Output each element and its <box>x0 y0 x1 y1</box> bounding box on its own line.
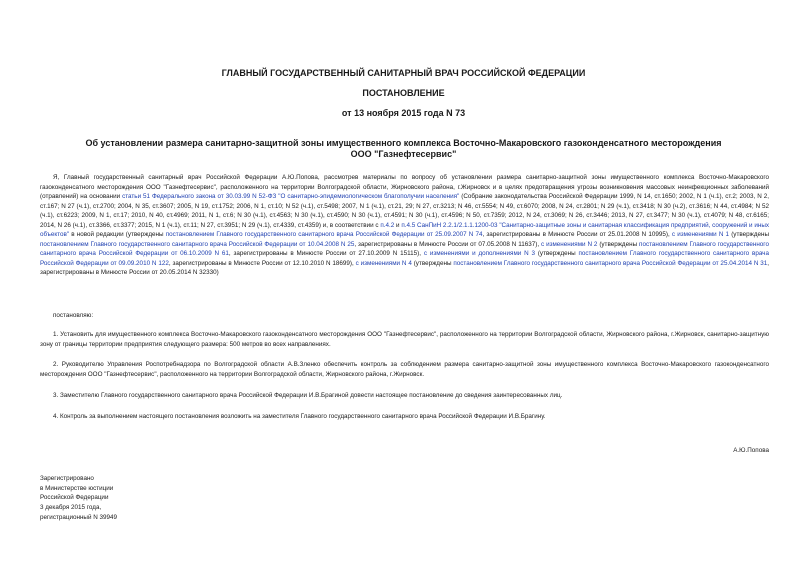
preamble-text: (утверждены <box>729 231 770 238</box>
registration-line: Зарегистрировано <box>40 475 94 482</box>
preamble-text: (утверждены <box>411 259 454 267</box>
preamble <box>40 173 769 278</box>
amendments-3-link[interactable]: с изменениями и дополнениями N 3 <box>423 250 535 257</box>
item-3 <box>40 391 769 401</box>
clause-4-2-link[interactable]: п.4.2 <box>380 221 395 229</box>
preamble-text: и <box>394 221 402 229</box>
document-type: ПОСТАНОВЛЕНИЕ <box>362 88 445 98</box>
registration-line: в Министерстве юстиции <box>40 484 114 492</box>
item-2-text: 2. Руководителю Управления Роспотребнадзора по Волгоградской области А.В.Зленко обеспечить контроль за соблюдением размера санитарно-защитной зоны имущественного комплекса Восточно-Макаровского газоконденсатного месторождения ООО "Газнефтесервис", расположенного на территории Волгоградской области, Жирновского района, г.Жирновск. <box>40 361 769 378</box>
signature: А.Ю.Попова <box>733 447 769 454</box>
registration-line: регистрационный N 39949 <box>40 513 118 521</box>
item-1 <box>40 330 769 349</box>
registration-block <box>40 474 117 523</box>
item-4 <box>40 412 769 422</box>
item-2 <box>40 360 769 379</box>
resolution-122-link[interactable]: постановлением Главного государственного санитарного врача Российской Федерации от 09.09.2010 N 122 <box>40 250 769 267</box>
amendments-4-link[interactable]: с изменениями N 4 <box>355 259 412 267</box>
sanpin-link[interactable]: п.4.5 СанПиН 2.2.1/2.1.1.1200-03 "Санитарно-защитные зоны и санитарная классификация предприятий, сооружений и иных объектов" <box>40 221 769 238</box>
resolution-25-link[interactable]: постановлением Главного государственного санитарного врача Российской Федерации от 10.04.2008 N 25 <box>40 240 355 248</box>
item-3-text: 3. Заместителю Главного государственного санитарного врача Российской Федерации И.В.Брагиной довести настоящее постановление до сведения заинтересованных лиц. <box>53 392 563 399</box>
issuing-authority: ГЛАВНЫЙ ГОСУДАРСТВЕННЫЙ САНИТАРНЫЙ ВРАЧ РОССИЙСКОЙ ФЕДЕРАЦИИ <box>221 68 586 78</box>
preamble-text: (Собрание законодательства Российской Федерации 1999, N 14, ст.1650; 2002, N 1 (ч.1), ст.2; 2003, N 2, ст.167; N 27 (ч.1), ст.2700; 2004, N 35, ст.3607; 2005, N 19, ст.1752; 2006, N 1, ст.10; N 52 (ч.1), ст.5498; 2007, N 1 (ч.1), ст.21, 29; N 27, ст.3213; N 46, ст.5554; N 49, ст.6070; 2008, N 24, ст.2801; N 29 (ч.1), ст.3418; N 30 (ч.2), ст.3616; N 44, ст.4984; N 52 (ч.1), ст.6223; 2009, N 1, ст.17; 2010, N 40, ст.4969; 2011, N 1, ст.6; N 30 (ч.1), ст.4563; N 30 (ч.1), ст.4590; N 30 (ч.1), ст.4591; N 30 (ч.1), ст.4596; N 50, ст.7359; 2012, N 24, ст.3069; N 26, ст.3446; 2013, N 27, ст.3477; N 30 (ч.1), ст.4079; N 48, ст.6165; 2014, N 26 (ч.1), ст.3366, ст.3377; 2015, N 1 (ч.1), ст.11; N 27, ст.3951; N 29 (ч.1), ст.4339, ст.4359) и, в соответствии с <box>40 193 769 229</box>
preamble-text: Я, Главный государственный санитарный врач Российской Федерации А.Ю.Попова, рассмотрев материалы по вопросу об установлении размера санитарно-защитной зоны имущественного комплекса Восточно-Макаровского газоконденсатного месторождения ООО "Газнефтесервис", расположенного на территории Волгоградской области, Жирновского района, г.Жирновск и в целях предотвращения угрозы возникновения массовых неинфекционных заболеваний (отравлений) на основании <box>40 174 769 200</box>
item-4-text: 4. Контроль за выполнением настоящего постановления возложить на заместителя Главного государственного санитарного врача Российской Федерации И.В.Брагину. <box>53 413 546 420</box>
preamble-paragraph <box>40 173 769 278</box>
document-title: Об установлении размера санитарно-защитной зоны имущественного комплекса Восточно-Макаровского газоконденсатного месторождения ООО "Газнефтесервис" <box>85 138 722 159</box>
resolve-line <box>40 311 769 321</box>
resolve-text: постановляю: <box>53 312 94 319</box>
preamble-text: , зарегистрированы в Минюсте России от 07.05.2008 N 11637), <box>354 240 542 248</box>
preamble-text: , зарегистрированы в Минюсте России от 27.10.2009 N 15115), <box>228 250 424 257</box>
resolution-74-link[interactable]: постановлением Главного государственного санитарного врача Российской Федерации от 25.09.2007 N 74 <box>165 231 483 238</box>
amendments-1-link[interactable]: с изменениями N 1 <box>671 231 730 238</box>
registration-line: Российской Федерации <box>40 494 109 502</box>
law-51-link[interactable]: статьи 51 Федерального закона от 30.03.99 N 52-ФЗ "О санитарно-эпидемиологическом благополучии населения" <box>122 193 460 200</box>
item-1-text: 1. Установить для имущественного комплекса Восточно-Макаровского газоконденсатного месторождения ООО "Газнефтесервис", расположенного на территории Волгоградской области, Жирновского района, г.Жирновск, санитарно-защитную зону от границы территории предприятия следующего размера: 500 метров во всех направлениях. <box>40 331 769 348</box>
preamble-text: (утверждены <box>535 250 579 257</box>
preamble-text: , зарегистрированы в Минюсте России от 20.05.2014 N 32330) <box>40 259 769 276</box>
preamble-text: в новой редакции (утверждены <box>69 231 166 238</box>
preamble-text: (утверждены <box>597 240 640 248</box>
amendments-2-link[interactable]: с изменениями N 2 <box>541 240 598 248</box>
preamble-text: , зарегистрированы в Минюсте России от 25.01.2008 N 10995), <box>482 231 672 238</box>
preamble-text: , зарегистрированы в Минюсте России от 12.10.2010 N 18699), <box>168 259 356 267</box>
registration-line: 3 декабря 2015 года, <box>40 504 102 512</box>
resolution-61-link[interactable]: постановлением Главного государственного санитарного врача Российской Федерации от 06.10.2009 N 61 <box>40 240 769 257</box>
resolution-31-link[interactable]: постановлением Главного государственного санитарного врача Российской Федерации от 25.04.2014 N 31 <box>453 259 768 267</box>
document-date-number: от 13 ноября 2015 года N 73 <box>341 108 466 118</box>
